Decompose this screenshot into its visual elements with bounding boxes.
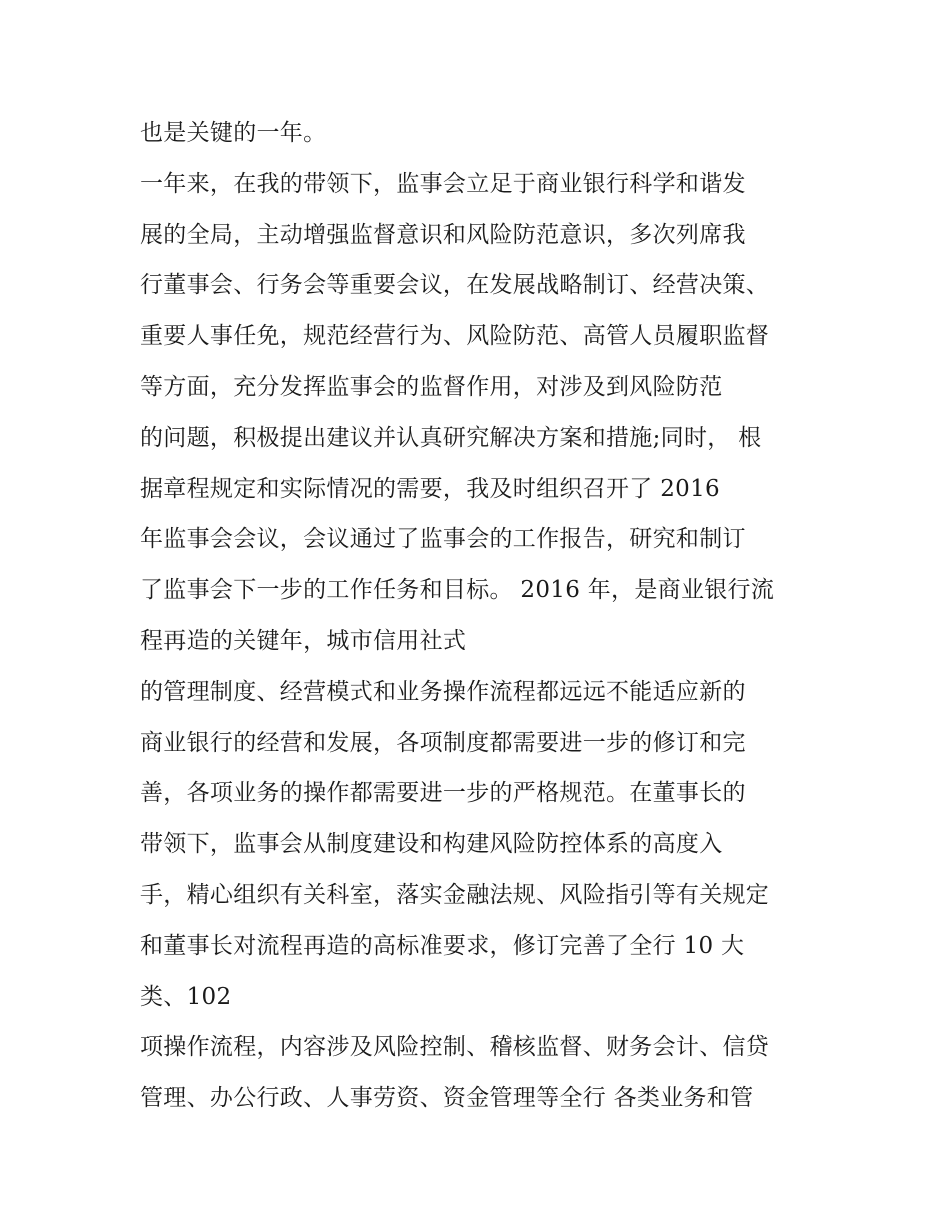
text-line: 了监事会下一步的工作任务和目标。 2016 年，是商业银行流	[140, 577, 775, 604]
text-line: 手，精心组织有关科室，落实金融法规、风险指引等有关规定	[140, 881, 770, 908]
text-line: 类、102	[140, 983, 232, 1010]
text-line: 带领下，监事会从制度建设和构建风险防控体系的高度入	[140, 831, 723, 858]
text-line: 程再造的关键年，城市信用社式	[140, 627, 467, 654]
text-line: 的管理制度、经营模式和业务操作流程都远远不能适应新的	[140, 678, 746, 705]
text-line: 管理、办公行政、人事劳资、资金管理等全行 各类业务和管	[140, 1085, 754, 1112]
text-line: 展的全局，主动增强监督意识和风险防范意识，多次列席我	[140, 221, 746, 248]
text-line: 的问题，积极提出建议并认真研究解决方案和措施;同时， 根	[140, 424, 762, 451]
text-line: 重要人事任免，规范经营行为、风险防范、高管人员履职监督	[140, 323, 770, 350]
text-line: 等方面，充分发挥监事会的监督作用，对涉及到风险防范	[140, 373, 723, 400]
document-body	[140, 108, 830, 1124]
text-line: 行董事会、行务会等重要会议，在发展战略制订、经营决策、	[140, 272, 770, 299]
text-line: 也是关键的一年。	[140, 120, 327, 146]
text-line: 善，各项业务的操作都需要进一步的严格规范。在董事长的	[140, 780, 746, 807]
text-line: 和董事长对流程再造的高标准要求，修订完善了全行 10 大	[140, 932, 745, 959]
text-line: 一年来，在我的带领下，监事会立足于商业银行科学和谐发	[140, 170, 746, 197]
text-line: 年监事会会议，会议通过了监事会的工作报告，研究和制订	[140, 526, 746, 553]
text-line: 项操作流程，内容涉及风险控制、稽核监督、财务会计、信贷	[140, 1034, 770, 1061]
text-line: 商业银行的经营和发展，各项制度都需要进一步的修订和完	[140, 729, 746, 756]
text-line: 据章程规定和实际情况的需要，我及时组织召开了 2016	[140, 475, 720, 502]
